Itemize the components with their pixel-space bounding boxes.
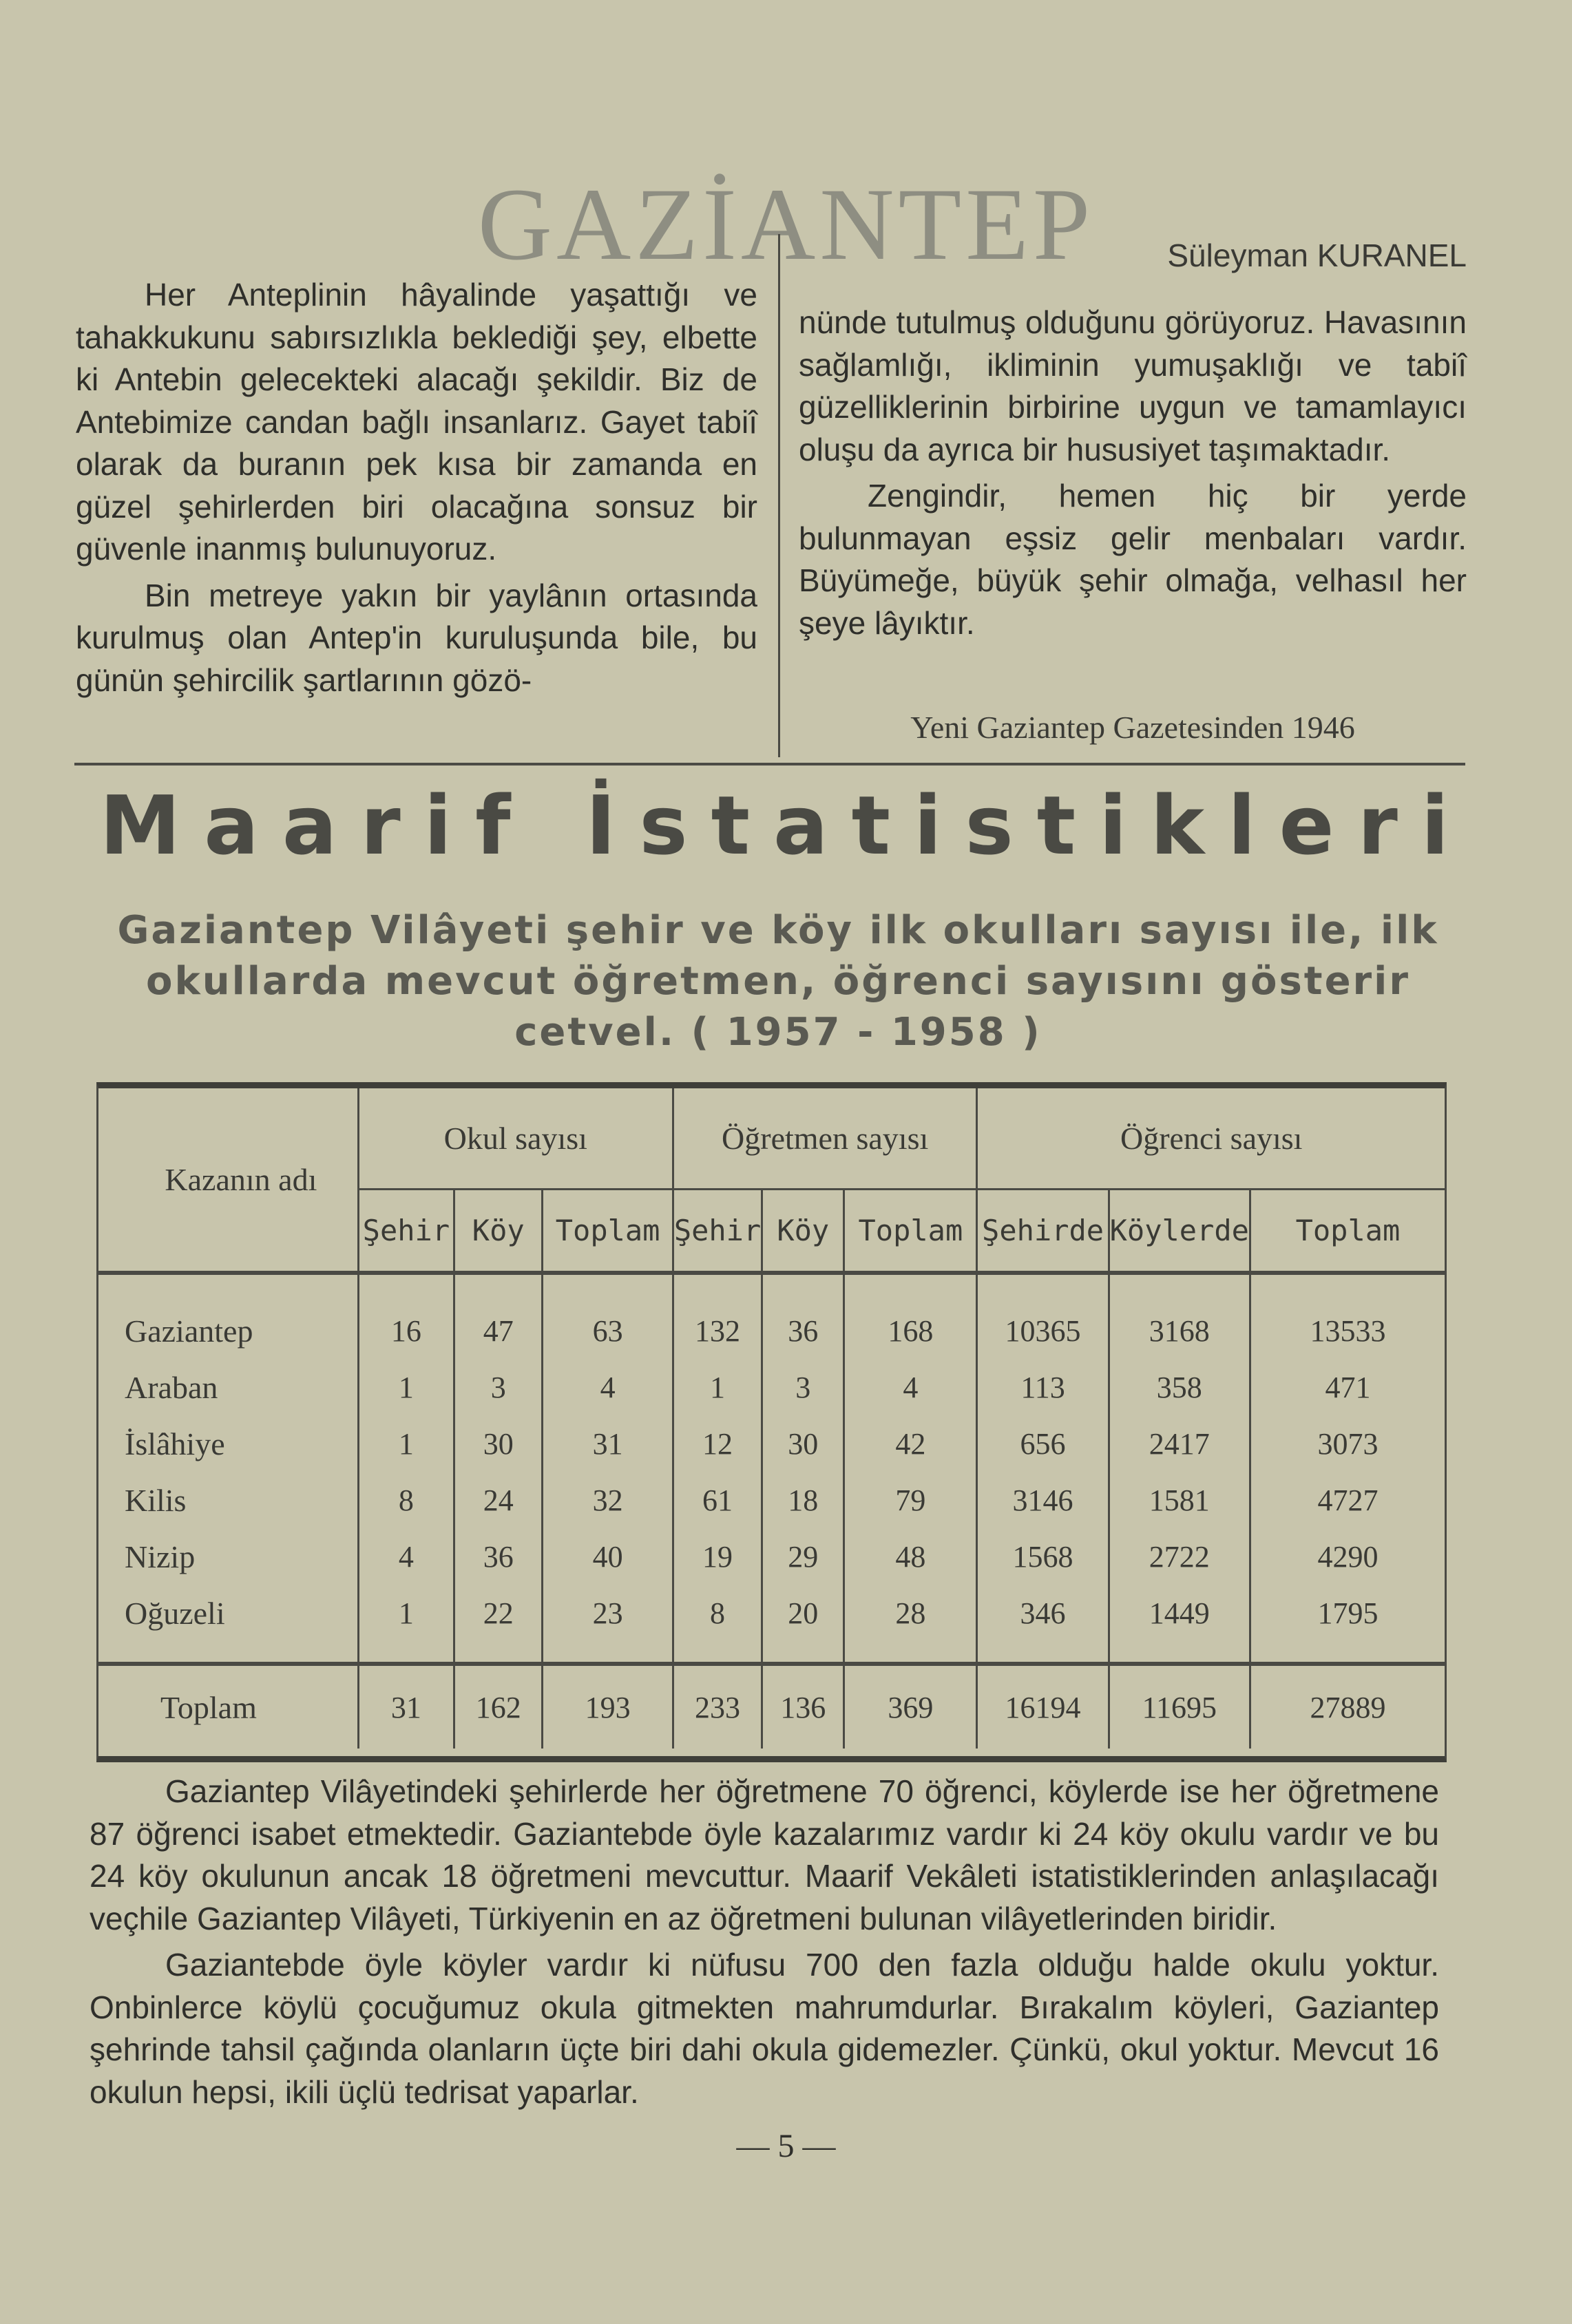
table-cell: 136 xyxy=(762,1664,844,1749)
table-cell: 2417 xyxy=(1109,1415,1250,1472)
district-name: Araban xyxy=(125,1369,218,1405)
table-subheader: Şehirde xyxy=(977,1190,1109,1274)
table-cell: 20 xyxy=(762,1585,844,1664)
table-cell: 28 xyxy=(844,1585,977,1664)
table-cell: 132 xyxy=(673,1275,762,1359)
table-cell: 4727 xyxy=(1250,1472,1445,1528)
table-cell: 8 xyxy=(673,1585,762,1664)
table-cell: 1 xyxy=(673,1359,762,1415)
table-cell: 18 xyxy=(762,1472,844,1528)
table-row xyxy=(98,1528,1445,1585)
article-paragraph: Zengindir, hemen hiç bir yerde bulunmayan eşsiz gelir menbaları vardır. Büyümeğe, büyük şehir olmağa, velhasıl her şeye lâyıktır. xyxy=(799,478,1467,641)
article-left-column xyxy=(76,274,757,701)
table-header-name: Kazanın adı xyxy=(165,1162,317,1197)
table-row xyxy=(98,1415,1445,1472)
table-cell: 29 xyxy=(762,1528,844,1585)
table-cell: 358 xyxy=(1109,1359,1250,1415)
table-cell: 1 xyxy=(358,1359,454,1415)
table-cell: 1449 xyxy=(1109,1585,1250,1664)
table-cell: 656 xyxy=(977,1415,1109,1472)
page-number: — 5 — xyxy=(736,2128,836,2164)
table-cell: 19 xyxy=(673,1528,762,1585)
table-cell: 369 xyxy=(844,1664,977,1749)
table-cell: 24 xyxy=(454,1472,543,1528)
table-cell: 31 xyxy=(358,1664,454,1749)
table-cell: 16194 xyxy=(977,1664,1109,1749)
article-paragraph: Her Anteplinin hâyalinde yaşattığı ve tahakkukunu sabırsızlıkla beklediği şey, elbette ki Antebin gelecekteki alacağı şekildir. Biz de Antebimize candan bağlı insanlarız. Gayet tabiî olarak da buranın pek kısa bir zamanda en güzel şehirlerden biri olacağına sonsuz bir güvenle inanmış bulunuyoruz. xyxy=(76,277,757,567)
table-cell: 31 xyxy=(543,1415,673,1472)
table-cell: 22 xyxy=(454,1585,543,1664)
table-subheader: Toplam xyxy=(543,1190,673,1274)
table-subheader: Köy xyxy=(762,1190,844,1274)
table-row xyxy=(98,1359,1445,1415)
statistics-table xyxy=(96,1082,1447,1762)
table-cell: 3073 xyxy=(1250,1415,1445,1472)
district-name: Nizip xyxy=(125,1539,196,1574)
table-cell: 3146 xyxy=(977,1472,1109,1528)
table-cell: 4 xyxy=(844,1359,977,1415)
commentary xyxy=(90,1771,1439,2113)
table-subheader: Toplam xyxy=(844,1190,977,1274)
table-cell: 23 xyxy=(543,1585,673,1664)
table-cell: 42 xyxy=(844,1415,977,1472)
table-group-header: Okul sayısı xyxy=(358,1088,673,1190)
table-cell: 1568 xyxy=(977,1528,1109,1585)
table-cell: 346 xyxy=(977,1585,1109,1664)
table-cell: 36 xyxy=(454,1528,543,1585)
district-name: Oğuzeli xyxy=(125,1595,225,1631)
table-cell: 1581 xyxy=(1109,1472,1250,1528)
table-cell: 1 xyxy=(358,1415,454,1472)
section-divider xyxy=(74,763,1465,765)
stats-title: Maarif İstatistikleri xyxy=(99,778,1473,873)
table-row xyxy=(98,1585,1445,1664)
table-cell: 10365 xyxy=(977,1275,1109,1359)
table-cell: 11695 xyxy=(1109,1664,1250,1749)
district-name: Kilis xyxy=(125,1482,187,1518)
table-cell: 40 xyxy=(543,1528,673,1585)
table-cell: 471 xyxy=(1250,1359,1445,1415)
table-cell: 162 xyxy=(454,1664,543,1749)
table-cell: 4290 xyxy=(1250,1528,1445,1585)
table-cell: 63 xyxy=(543,1275,673,1359)
table-cell: 1 xyxy=(358,1585,454,1664)
table-subheader: Köy xyxy=(454,1190,543,1274)
table-cell: 193 xyxy=(543,1664,673,1749)
table-cell: 48 xyxy=(844,1528,977,1585)
stats-subtitle: Gaziantep Vilâyeti şehir ve köy ilk okulları sayısı ile, ilk okullarda mevcut öğretmen, öğrenci sayısını gösterir cetvel. ( 1957 - 1958 ) xyxy=(117,908,1439,1055)
table-subheader: Köylerde xyxy=(1109,1190,1250,1274)
table-cell: 4 xyxy=(543,1359,673,1415)
table-subheader: Şehir xyxy=(673,1190,762,1274)
table-group-header: Öğrenci sayısı xyxy=(977,1088,1445,1190)
table-row xyxy=(98,1472,1445,1528)
article-paragraph: nünde tutulmuş olduğunu görüyoruz. Havasının sağlamlığı, ikliminin yumuşaklığı ve tabiî güzelliklerinin birbirine uygun ve tamamlayıcı oluşu da ayrıca bir hususiyet taşımaktadır. xyxy=(799,304,1467,467)
table-cell: 2722 xyxy=(1109,1528,1250,1585)
table-cell: 3168 xyxy=(1109,1275,1250,1359)
table-cell: 30 xyxy=(454,1415,543,1472)
article-title: GAZİANTEP xyxy=(477,167,1095,282)
article-source: Yeni Gaziantep Gazetesinden 1946 xyxy=(910,710,1355,745)
table-subheader: Şehir xyxy=(358,1190,454,1274)
table-row xyxy=(98,1275,1445,1359)
table-cell: 1795 xyxy=(1250,1585,1445,1664)
table-cell: 12 xyxy=(673,1415,762,1472)
table-cell: 3 xyxy=(762,1359,844,1415)
table-cell: 30 xyxy=(762,1415,844,1472)
table-cell: 79 xyxy=(844,1472,977,1528)
table-cell: 4 xyxy=(358,1528,454,1585)
table-cell: 61 xyxy=(673,1472,762,1528)
table-cell: 13533 xyxy=(1250,1275,1445,1359)
column-divider xyxy=(778,234,780,757)
table-cell: 16 xyxy=(358,1275,454,1359)
total-label: Toplam xyxy=(98,1664,358,1749)
table-cell: 8 xyxy=(358,1472,454,1528)
table-cell: 47 xyxy=(454,1275,543,1359)
article-right-column xyxy=(799,302,1467,644)
table-subheader: Toplam xyxy=(1250,1190,1445,1274)
commentary-paragraph: Gaziantep Vilâyetindeki şehirlerde her öğretmene 70 öğrenci, köylerde ise her öğretmene 87 öğrenci isabet etmektedir. Gaziantebde öyle kazalarımız vardır ki 24 köy okulu vardır ve bu 24 köy okulunun ancak 18 öğretmeni mevcuttur. Maarif Vekâleti istatistiklerinden anlaşılacağı veçhile Gaziantep Vilâyeti, Türkiyenin en az öğretmeni bulunan vilâyetlerinden biridir. xyxy=(90,1773,1439,1936)
district-name: İslâhiye xyxy=(125,1426,225,1461)
article-author: Süleyman KURANEL xyxy=(1167,237,1467,273)
table-cell: 113 xyxy=(977,1359,1109,1415)
article-paragraph: Bin metreye yakın bir yaylânın ortasında kurulmuş olan Antep'in kuruluşunda bile, bu günün şehircilik şartlarının gözö- xyxy=(76,577,757,698)
table-cell: 233 xyxy=(673,1664,762,1749)
table-total-row xyxy=(98,1664,1445,1749)
table-cell: 27889 xyxy=(1250,1664,1445,1749)
table-cell: 32 xyxy=(543,1472,673,1528)
table-cell: 36 xyxy=(762,1275,844,1359)
commentary-paragraph: Gaziantebde öyle köyler vardır ki nüfusu 700 den fazla olduğu halde okulu yoktur. Onbinlerce köylü çocuğumuz okula gitmekten mahrumdurlar. Bırakalım köyleri, Gaziantep şehrinde tahsil çağında olanların üçte biri dahi okula gidemezler. Çünkü, okul yoktur. Mevcut 16 okulun hepsi, ikili üçlü tedrisat yaparlar. xyxy=(90,1947,1439,2110)
table-cell: 168 xyxy=(844,1275,977,1359)
table-cell: 3 xyxy=(454,1359,543,1415)
district-name: Gaziantep xyxy=(125,1313,253,1349)
table-group-header: Öğretmen sayısı xyxy=(673,1088,977,1190)
